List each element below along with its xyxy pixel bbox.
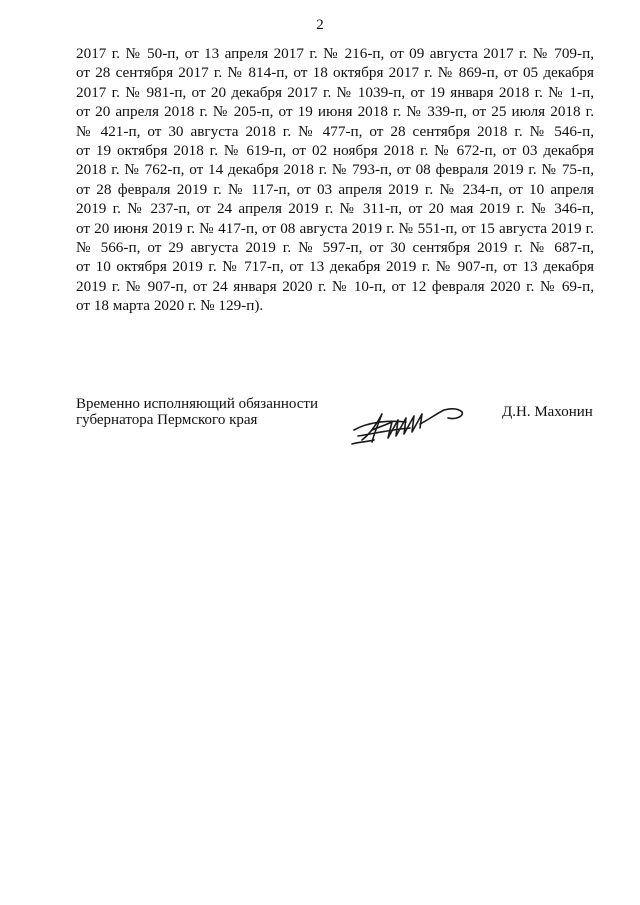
signatory-title-line: Временно исполняющий обязанности [76,396,319,412]
body-line: 2018 г. № 762-п, от 14 декабря 2018 г. № 793-п, от 08 февраля 2019 г. № 75-п, [76,161,594,179]
page-number: 2 [316,17,324,33]
body-line: 2019 г. № 907-п, от 24 января 2020 г. № 10-п, от 12 февраля 2020 г. № 69-п, [76,277,594,295]
body-line: от 20 апреля 2018 г. № 205-п, от 19 июня 2018 г. № 339-п, от 25 июля 2018 г. [76,103,594,121]
signatory-title-line: губернатора Пермского края [76,412,258,428]
body-line: 2017 г. № 981-п, от 20 декабря 2017 г. № 1039-п, от 19 января 2018 г. № 1-п, [76,83,594,101]
body-line: 2019 г. № 237-п, от 24 апреля 2019 г. № 311-п, от 20 мая 2019 г. № 346-п, [76,200,594,218]
body-line: от 28 февраля 2019 г. № 117-п, от 03 апреля 2019 г. № 234-п, от 10 апреля [76,180,594,198]
body-line-last: от 18 марта 2020 г. № 129-п). [76,297,264,315]
handwritten-signature [348,400,478,448]
signatory-title [76,396,318,428]
body-text [76,44,594,315]
body-line: от 19 октября 2018 г. № 619-п, от 02 ноября 2018 г. № 672-п, от 03 декабря [76,141,594,159]
body-line: № 566-п, от 29 августа 2019 г. № 597-п, от 30 сентября 2019 г. № 687-п, [76,238,594,256]
body-line: от 28 сентября 2017 г. № 814-п, от 18 октября 2017 г. № 869-п, от 05 декабря [76,64,594,82]
body-line: 2017 г. № 50-п, от 13 апреля 2017 г. № 216-п, от 09 августа 2017 г. № 709-п, [76,45,594,62]
body-line: от 10 октября 2019 г. № 717-п, от 13 декабря 2019 г. № 907-п, от 13 декабря [76,258,594,276]
body-line: № 421-п, от 30 августа 2018 г. № 477-п, от 28 сентября 2018 г. № 546-п, [76,122,594,140]
signatory-name: Д.Н. Махонин [502,404,593,420]
body-line: от 20 июня 2019 г. № 417-п, от 08 августа 2019 г. № 551-п, от 15 августа 2019 г. [76,219,594,237]
